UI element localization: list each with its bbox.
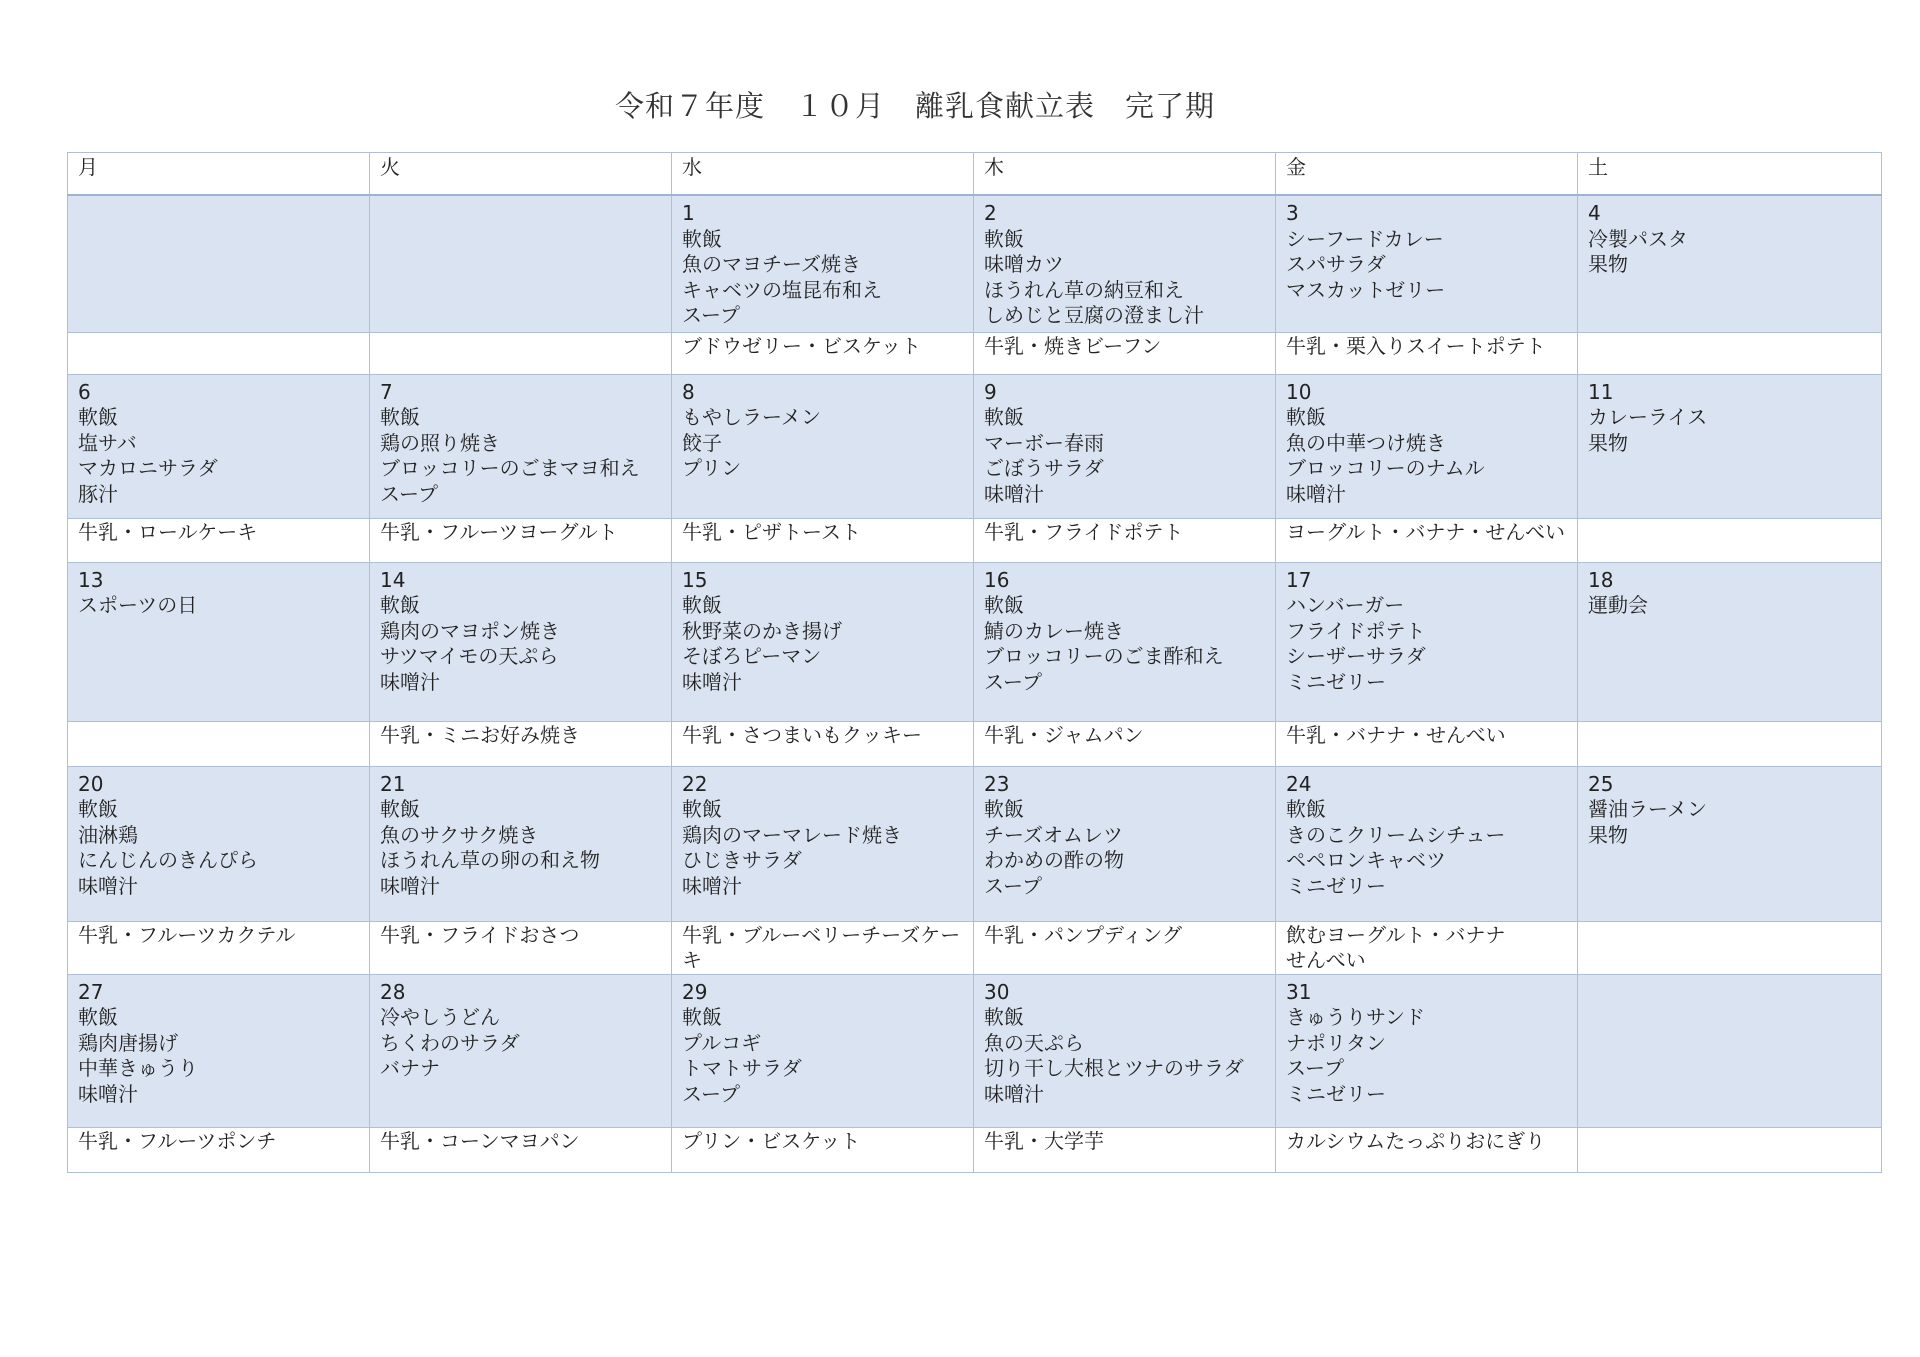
day-cell-thu [974, 562, 1276, 721]
snack-cell-thu [974, 518, 1276, 562]
menu-item: シーザーサラダ [1286, 644, 1426, 668]
menu-item: ほうれん草の卵の和え物 [380, 848, 600, 872]
menu-item: 軟飯 [984, 1005, 1024, 1029]
day-cell-tue [370, 374, 672, 518]
menu-item: バナナ [380, 1056, 440, 1080]
menu-item: 軟飯 [78, 405, 118, 429]
menu-body [68, 195, 1882, 1172]
weekday-header-sat: 土 [1578, 153, 1882, 196]
day-number: 3 [1286, 201, 1299, 225]
menu-item: ハンバーガー [1286, 593, 1405, 617]
menu-item: キャベツの塩昆布和え [682, 277, 882, 302]
day-cell-thu [974, 974, 1276, 1127]
meal-row-week-2 [68, 374, 1882, 518]
menu-item: 豚汁 [78, 481, 118, 506]
menu-item: 味噌汁 [78, 1081, 138, 1106]
snack-cell-fri [1276, 921, 1578, 974]
menu-item: ミニゼリー [1286, 669, 1386, 694]
snack-cell-sat [1578, 1127, 1882, 1172]
menu-item: 軟飯 [78, 1005, 118, 1029]
menu-item: 軟飯 [682, 226, 722, 251]
day-number: 23 [984, 771, 1010, 796]
snack-row-week-3 [68, 721, 1882, 766]
menu-item: きゅうりサンド [1286, 1005, 1425, 1029]
weekday-header-fri: 金 [1276, 153, 1578, 196]
day-number: 25 [1588, 771, 1614, 796]
day-cell-sat [1578, 562, 1882, 721]
snack-cell-sat [1578, 721, 1882, 766]
menu-item: ほうれん草の納豆和え [984, 277, 1184, 302]
day-number: 8 [682, 379, 695, 404]
snack-item: 牛乳・フルーツカクテル [78, 922, 296, 947]
snack-cell-tue [370, 1127, 672, 1172]
menu-item: 味噌汁 [984, 1081, 1044, 1106]
snack-cell-thu [974, 721, 1276, 766]
day-number: 10 [1286, 379, 1312, 404]
menu-item: 餃子 [682, 430, 722, 455]
snack-item: 牛乳・パンプディング [984, 922, 1182, 947]
snack-cell-wed [672, 332, 974, 374]
snack-item: 牛乳・ブルーベリーチーズケー [682, 922, 961, 947]
day-number: 2 [984, 201, 997, 225]
menu-item: 味噌汁 [78, 873, 138, 898]
menu-item: 軟飯 [984, 226, 1024, 251]
day-cell-wed [672, 974, 974, 1127]
day-cell-wed [672, 562, 974, 721]
day-number: 18 [1588, 567, 1614, 592]
menu-item: 醤油ラーメン [1588, 797, 1707, 821]
meal-row-week-4 [68, 766, 1882, 921]
day-number: 15 [682, 567, 708, 592]
menu-item: ブロッコリーのごまマヨ和え [380, 456, 640, 480]
menu-calendar-table [67, 152, 1882, 1173]
day-cell-mon [68, 562, 370, 721]
menu-item: 味噌汁 [380, 873, 440, 898]
weekday-header-thu: 木 [974, 153, 1276, 196]
menu-item: ブロッコリーのナムル [1286, 456, 1485, 480]
day-number: 7 [380, 379, 393, 404]
day-cell-fri [1276, 766, 1578, 921]
menu-item: 味噌汁 [682, 873, 742, 898]
menu-item: 鶏肉のマヨポン焼き [380, 618, 560, 643]
menu-item: ちくわのサラダ [380, 1030, 520, 1055]
day-cell-thu [974, 195, 1276, 332]
day-cell-sat [1578, 195, 1882, 332]
menu-item: スープ [380, 481, 438, 506]
snack-cell-tue [370, 721, 672, 766]
menu-item: 鶏の照り焼き [380, 430, 500, 455]
menu-item: マーボー春雨 [984, 430, 1104, 455]
snack-cell-thu [974, 332, 1276, 374]
menu-item: カレーライス [1588, 405, 1708, 429]
menu-item: 軟飯 [78, 797, 118, 821]
menu-item: 軟飯 [682, 593, 722, 617]
day-cell-wed [672, 374, 974, 518]
weekday-header-tue: 火 [370, 153, 672, 196]
menu-item: ミニゼリー [1286, 1081, 1386, 1106]
menu-item: にんじんのきんぴら [78, 848, 258, 872]
snack-cell-fri [1276, 721, 1578, 766]
menu-item: 味噌汁 [380, 669, 440, 694]
menu-item: 軟飯 [380, 405, 420, 429]
snack-item: キ [682, 948, 702, 972]
day-cell-wed [672, 766, 974, 921]
snack-cell-mon [68, 1127, 370, 1172]
menu-item: 油淋鶏 [78, 822, 138, 847]
menu-item: 果物 [1588, 430, 1628, 455]
menu-item: 冷やしうどん [380, 1005, 500, 1029]
snack-row-week-4 [68, 921, 1882, 974]
snack-cell-wed [672, 721, 974, 766]
snack-cell-tue [370, 921, 672, 974]
day-number: 13 [78, 567, 104, 592]
day-cell-fri [1276, 562, 1578, 721]
snack-cell-wed [672, 518, 974, 562]
menu-item: 軟飯 [1286, 797, 1326, 821]
day-cell-thu [974, 766, 1276, 921]
day-number: 27 [78, 979, 104, 1004]
snack-item: 牛乳・バナナ・せんべい [1286, 722, 1506, 747]
snack-item: 牛乳・フライドおさつ [380, 922, 580, 947]
snack-cell-mon [68, 332, 370, 374]
menu-item: フライドポテト [1286, 618, 1426, 643]
menu-item: 軟飯 [380, 593, 420, 617]
menu-item: 果物 [1588, 252, 1628, 276]
snack-cell-tue [370, 518, 672, 562]
menu-item: スープ [984, 669, 1042, 694]
day-cell-mon [68, 974, 370, 1127]
snack-cell-thu [974, 1127, 1276, 1172]
snack-cell-sat [1578, 921, 1882, 974]
menu-item: スープ [682, 303, 740, 327]
snack-cell-mon [68, 921, 370, 974]
menu-item: マカロニサラダ [78, 456, 218, 480]
menu-item: 鯖のカレー焼き [984, 618, 1124, 643]
snack-item: 牛乳・さつまいもクッキー [682, 722, 922, 747]
snack-cell-sat [1578, 518, 1882, 562]
day-number: 11 [1588, 379, 1614, 404]
menu-item: スパサラダ [1286, 252, 1386, 276]
snack-item: カルシウムたっぷりおにぎり [1286, 1128, 1546, 1153]
snack-item: 飲むヨーグルト・バナナ [1286, 922, 1506, 947]
snack-item: 牛乳・フルーツポンチ [78, 1128, 277, 1153]
menu-item: 軟飯 [1286, 405, 1326, 429]
snack-item: 牛乳・コーンマヨパン [380, 1128, 580, 1153]
snack-cell-wed [672, 921, 974, 974]
snack-item: 牛乳・栗入りスイートポテト [1286, 333, 1546, 358]
menu-item: プルコギ [682, 1030, 762, 1055]
day-number: 31 [1286, 979, 1312, 1004]
day-number: 20 [78, 771, 104, 796]
day-number: 21 [380, 771, 406, 796]
menu-item: ごぼうサラダ [984, 456, 1104, 480]
menu-item: 軟飯 [682, 797, 722, 821]
day-number: 9 [984, 379, 997, 404]
weekday-header-wed: 水 [672, 153, 974, 196]
snack-item: 牛乳・ピザトースト [682, 519, 861, 544]
snack-cell-fri [1276, 1127, 1578, 1172]
snack-cell-mon [68, 721, 370, 766]
menu-item: 運動会 [1588, 593, 1648, 617]
day-cell-sat [1578, 974, 1882, 1127]
menu-item: ミニゼリー [1286, 873, 1386, 898]
menu-item: 鶏肉唐揚げ [78, 1030, 178, 1055]
snack-item: 牛乳・フルーツヨーグルト [380, 519, 618, 544]
menu-item: チーズオムレツ [984, 822, 1123, 847]
menu-item: 切り干し大根とツナのサラダ [984, 1056, 1244, 1080]
day-cell-tue [370, 562, 672, 721]
menu-item: シーフードカレー [1286, 226, 1444, 251]
snack-cell-tue [370, 332, 672, 374]
menu-item: スープ [984, 873, 1042, 898]
menu-item: ペペロンキャベツ [1286, 848, 1446, 872]
menu-item: わかめの酢の物 [984, 848, 1124, 872]
menu-item: スープ [682, 1081, 740, 1106]
day-number: 4 [1588, 201, 1601, 225]
day-cell-fri [1276, 195, 1578, 332]
day-number: 1 [682, 201, 695, 225]
menu-item: トマトサラダ [682, 1056, 802, 1080]
snack-cell-fri [1276, 518, 1578, 562]
snack-row-week-2 [68, 518, 1882, 562]
day-number: 24 [1286, 771, 1312, 796]
day-cell-mon [68, 195, 370, 332]
menu-item: 魚のマヨチーズ焼き [682, 252, 861, 276]
menu-item: 魚の天ぷら [984, 1030, 1084, 1055]
menu-item: 軟飯 [984, 405, 1024, 429]
menu-item: 軟飯 [984, 797, 1024, 821]
day-cell-fri [1276, 974, 1578, 1127]
snack-item: 牛乳・焼きビーフン [984, 333, 1162, 358]
menu-item: しめじと豆腐の澄まし汁 [984, 303, 1204, 327]
snack-item: プリン・ビスケット [682, 1128, 861, 1153]
day-cell-thu [974, 374, 1276, 518]
snack-row-week-1 [68, 332, 1882, 374]
snack-item: 牛乳・ロールケーキ [78, 519, 258, 544]
day-number: 29 [682, 979, 708, 1004]
snack-cell-mon [68, 518, 370, 562]
day-cell-sat [1578, 766, 1882, 921]
snack-item: 牛乳・ミニお好み焼き [380, 722, 580, 747]
menu-item: 果物 [1588, 822, 1628, 847]
menu-item: スポーツの日 [78, 593, 198, 617]
menu-item: スープ [1286, 1056, 1344, 1080]
menu-item: 軟飯 [682, 1005, 722, 1029]
menu-item: 軟飯 [984, 593, 1024, 617]
menu-item: 中華きゅうり [78, 1056, 198, 1080]
meal-row-week-3 [68, 562, 1882, 721]
snack-cell-wed [672, 1127, 974, 1172]
meal-row-week-5 [68, 974, 1882, 1127]
menu-item: ブロッコリーのごま酢和え [984, 644, 1224, 668]
meal-row-week-1 [68, 195, 1882, 332]
day-number: 17 [1286, 567, 1312, 592]
menu-item: 味噌カツ [984, 252, 1064, 276]
snack-item: 牛乳・フライドポテト [984, 519, 1184, 544]
menu-item: 軟飯 [380, 797, 420, 821]
day-cell-fri [1276, 374, 1578, 518]
menu-item: サツマイモの天ぷら [380, 644, 559, 668]
day-cell-wed [672, 195, 974, 332]
snack-cell-thu [974, 921, 1276, 974]
day-cell-tue [370, 766, 672, 921]
menu-item: ひじきサラダ [682, 848, 802, 872]
snack-cell-sat [1578, 332, 1882, 374]
day-cell-mon [68, 766, 370, 921]
menu-item: 冷製パスタ [1588, 226, 1688, 251]
snack-item: せんべい [1286, 948, 1366, 972]
weekday-header-row [68, 153, 1882, 196]
menu-item: 魚の中華つけ焼き [1286, 430, 1446, 455]
menu-item: 塩サバ [78, 430, 137, 455]
menu-item: 鶏肉のマーマレード焼き [682, 822, 902, 847]
snack-item: ブドウゼリー・ビスケット [682, 333, 921, 358]
menu-item: 秋野菜のかき揚げ [682, 618, 842, 643]
menu-item: 味噌汁 [1286, 481, 1346, 506]
day-cell-tue [370, 974, 672, 1127]
page-title: 令和７年度 １０月 離乳食献立表 完了期 [614, 89, 1215, 123]
menu-item: そぼろピーマン [682, 644, 822, 668]
day-number: 22 [682, 771, 708, 796]
menu-item: 味噌汁 [984, 481, 1044, 506]
menu-item: ナポリタン [1286, 1030, 1386, 1055]
snack-cell-fri [1276, 332, 1578, 374]
snack-item: 牛乳・大学芋 [984, 1128, 1104, 1153]
day-number: 16 [984, 567, 1010, 592]
snack-row-week-5 [68, 1127, 1882, 1172]
day-cell-sat [1578, 374, 1882, 518]
day-number: 28 [380, 979, 406, 1004]
menu-item: きのこクリームシチュー [1286, 822, 1506, 847]
day-cell-tue [370, 195, 672, 332]
day-number: 30 [984, 979, 1010, 1004]
day-number: 6 [78, 379, 91, 404]
menu-item: もやしラーメン [682, 405, 821, 429]
day-number: 14 [380, 567, 406, 592]
menu-item: 味噌汁 [682, 669, 742, 694]
menu-item: マスカットゼリー [1286, 277, 1446, 302]
menu-item: 魚のサクサク焼き [380, 822, 539, 847]
day-cell-mon [68, 374, 370, 518]
menu-item: プリン [682, 456, 742, 480]
snack-item: 牛乳・ジャムパン [984, 722, 1144, 747]
weekday-header-mon: 月 [68, 153, 370, 196]
snack-item: ヨーグルト・バナナ・せんべい [1286, 519, 1565, 544]
